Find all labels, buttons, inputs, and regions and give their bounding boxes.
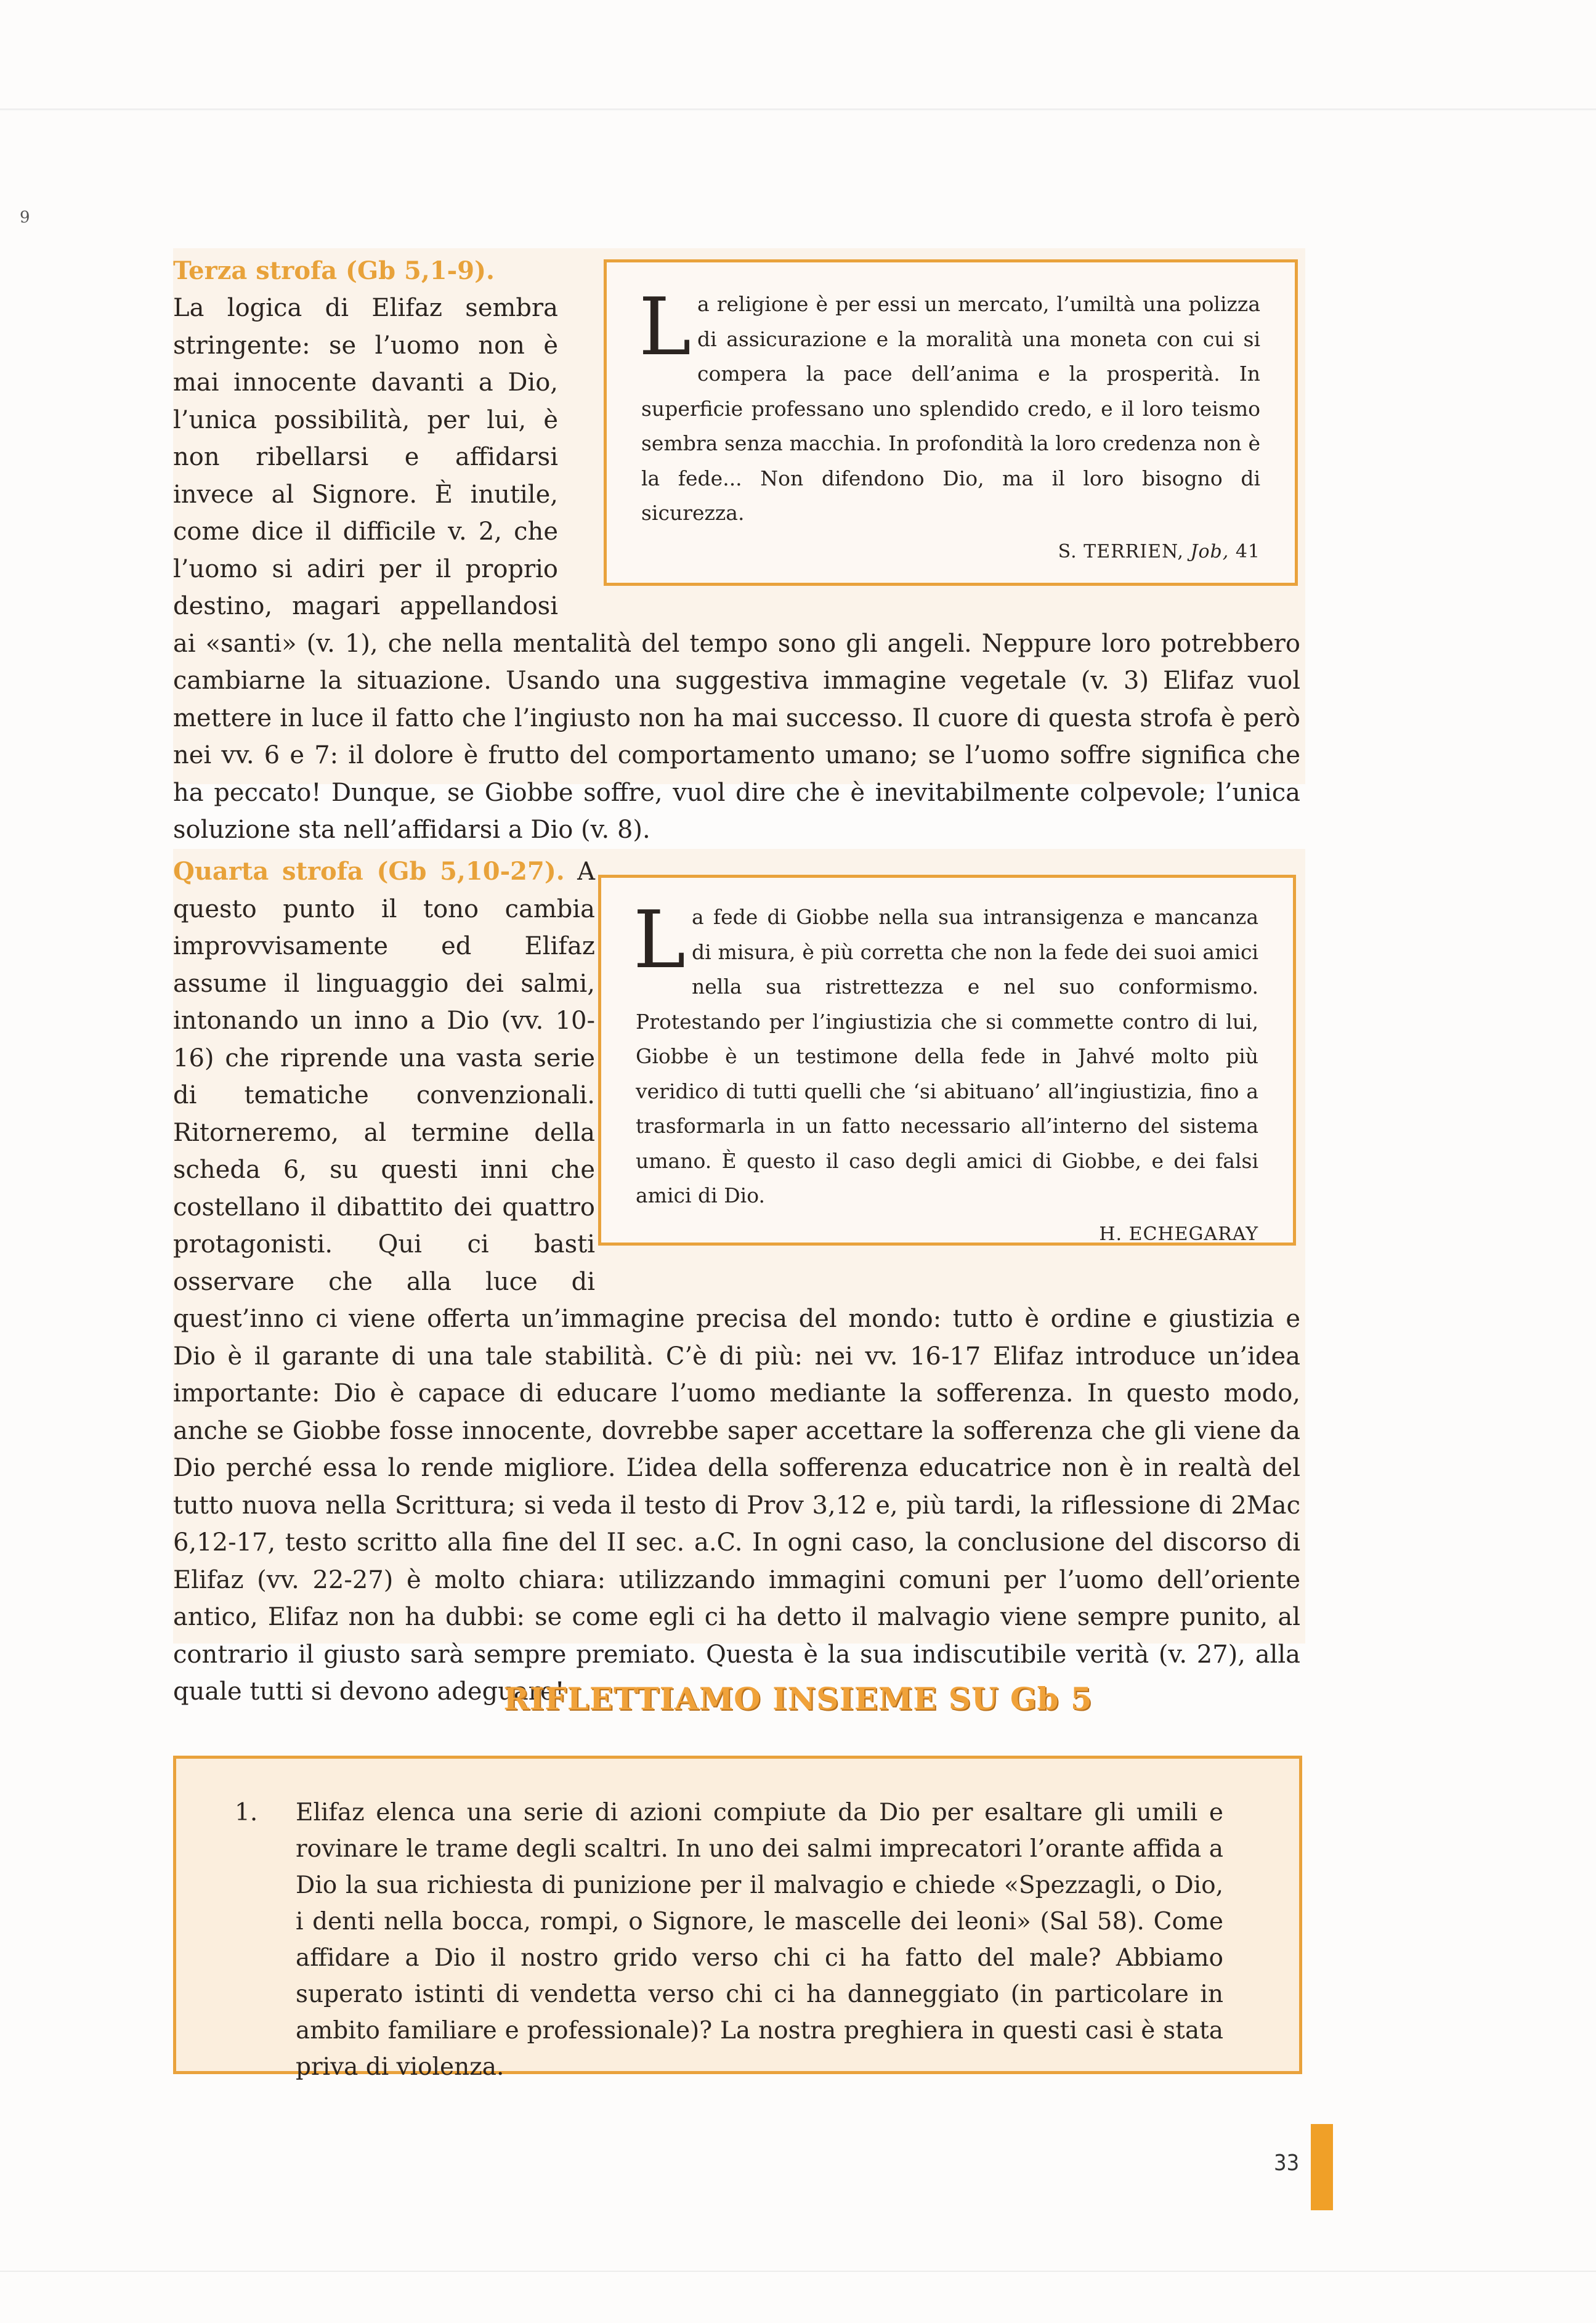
quote1-ref: 41 xyxy=(1235,540,1260,562)
quote1-work: Job, xyxy=(1190,540,1229,562)
top-divider xyxy=(0,108,1596,110)
corner-mark: 9 xyxy=(20,208,30,227)
question-text: Elifaz elenca una serie di azioni compiute da Dio per esaltare gli umili e rovinare le trame degli scaltri. In uno dei salmi imprecatori l’orante affida a Dio la sua richiesta di punizione per il malvagio e chiede «Spezzagli, o Dio, i denti nella bocca, rompi, o Signore, le mascelle dei leoni» (Sal 58). Come affidare a Dio il nostro grido verso chi ci ha fatto del male? Abbiamo superato istinti di vendetta verso chi ci ha danneggiato (in particolare in ambito familiare e professionale)? La nostra preghiera in questi casi è stata priva di violenza. xyxy=(296,1799,1223,2081)
quote2-dropcap: L xyxy=(633,894,686,986)
page-number: 33 xyxy=(1274,2151,1300,2176)
quote1-source xyxy=(641,535,1260,570)
quote1-author: S. TERRIEN, xyxy=(1058,540,1184,562)
section2-heading: Quarta strofa (Gb 5,10-27). xyxy=(173,857,565,886)
quote2-source xyxy=(636,1217,1258,1252)
reflection-question-box xyxy=(173,1756,1302,2081)
section2-body: A questo punto il tono cambia improvvisamente ed Elifaz assume il linguaggio dei salmi, intonando un inno a Dio (vv. 10-16) che riprende una vasta serie di tematiche convenzionali. Ritorneremo, al termine della scheda 6, su questi inni che costellano il dibattito dei quattro protagonisti. Qui ci basti osservare che alla luce di quest’inno ci viene offerta un’immagine precisa del mondo: tutto è ordine e giustizia e Dio è il garante di una tale stabilità. C’è di più: nei vv. 16-17 Elifaz introduce un’idea importante: Dio è capace di educare l’uomo mediante la sofferenza. In questo modo, anche se Giobbe fosse innocente, dovrebbe saper accettare la sofferenza che gli viene da Dio perché essa lo rende migliore. L’idea della sofferenza educatrice non è in realtà del tutto nuova nella Scrittura; si veda il testo di Prov 3,12 e, più tardi, la riflessione di 2Mac 6,12-17, testo scritto alla fine del II sec. a.C. In ogni caso, la conclusione del discorso di Elifaz (vv. 22-27) è molto chiara: utilizzando immagini comuni per l’uomo dell’oriente antico, Elifaz non ha dubbi: se come egli ci ha detto il malvagio viene sempre punito, al contrario il giusto sarà sempre premiato. Questa è la sua indiscutibile verità (v. 27), alla quale tutti si devono adeguare! xyxy=(173,857,1300,1706)
reflection-title: RIFLETTIAMO INSIEME SU Gb 5 xyxy=(503,1680,1093,1717)
section1-paragraph: La logica di Elifaz sembra stringente: se l’uomo non è mai innocente davanti a Dio, l’unica possibilità, per lui, è non ribellarsi e affidarsi invece al Signore. È inutile, come dice il difficile v. 2, che l’uomo si adiri per il proprio destino, magari appellandosi ai «santi» (v. 1), che nella mentalità del tempo sono gli angeli. Neppure loro potrebbero cambiarne la situazione. Usando una suggestiva immagine vegetale (v. 3) Elifaz vuol mettere in luce il fatto che l’ingiusto non ha mai successo. Il cuore di questa strofa è però nei vv. 6 e 7: il dolore è frutto del comportamento umano; se l’uomo soffre significa che ha peccato! Dunque, se Giobbe soffre, vuol dire che è inevitabilmente colpevole; l’unica soluzione sta nell’affidarsi a Dio (v. 8). xyxy=(173,294,1300,844)
quote1-text: a religione è per essi un mercato, l’umiltà una polizza di assicurazione e la moralità una moneta con cui si compera la pace dell’anima e la prosperità. In superficie professano uno splendido credo, e il loro teismo sembra senza macchia. In profondità la loro credenza non è la fede... Non difendono Dio, ma il loro bisogno di sicurezza. xyxy=(641,292,1260,525)
quote2-author: H. ECHEGARAY xyxy=(1099,1223,1258,1245)
section1-heading: Terza strofa (Gb 5,1-9). xyxy=(173,256,495,285)
quote-box-echegaray xyxy=(598,875,1296,1246)
quote1-dropcap: L xyxy=(639,282,691,373)
bottom-divider xyxy=(0,2271,1596,2272)
page-edge-tab xyxy=(1311,2124,1333,2210)
question-number: 1. xyxy=(235,1799,258,1826)
quote2-text: a fede di Giobbe nella sua intransigenza e mancanza di misura, è più corretta che non la fede dei suoi amici nella sua ristrettezza e nel suo conformismo. Protestando per l’ingiustizia che si commette contro di lui, Giobbe è un testimone della fede in Jahvé molto più veridico di tutti quelli che ‘si abituano’ all’ingiustizia, fino a trasformarla in un fatto necessario all’interno del sistema umano. È questo il caso degli amici di Giobbe, e dei falsi amici di Dio. xyxy=(636,905,1258,1207)
quote-box-terrien xyxy=(604,259,1298,586)
